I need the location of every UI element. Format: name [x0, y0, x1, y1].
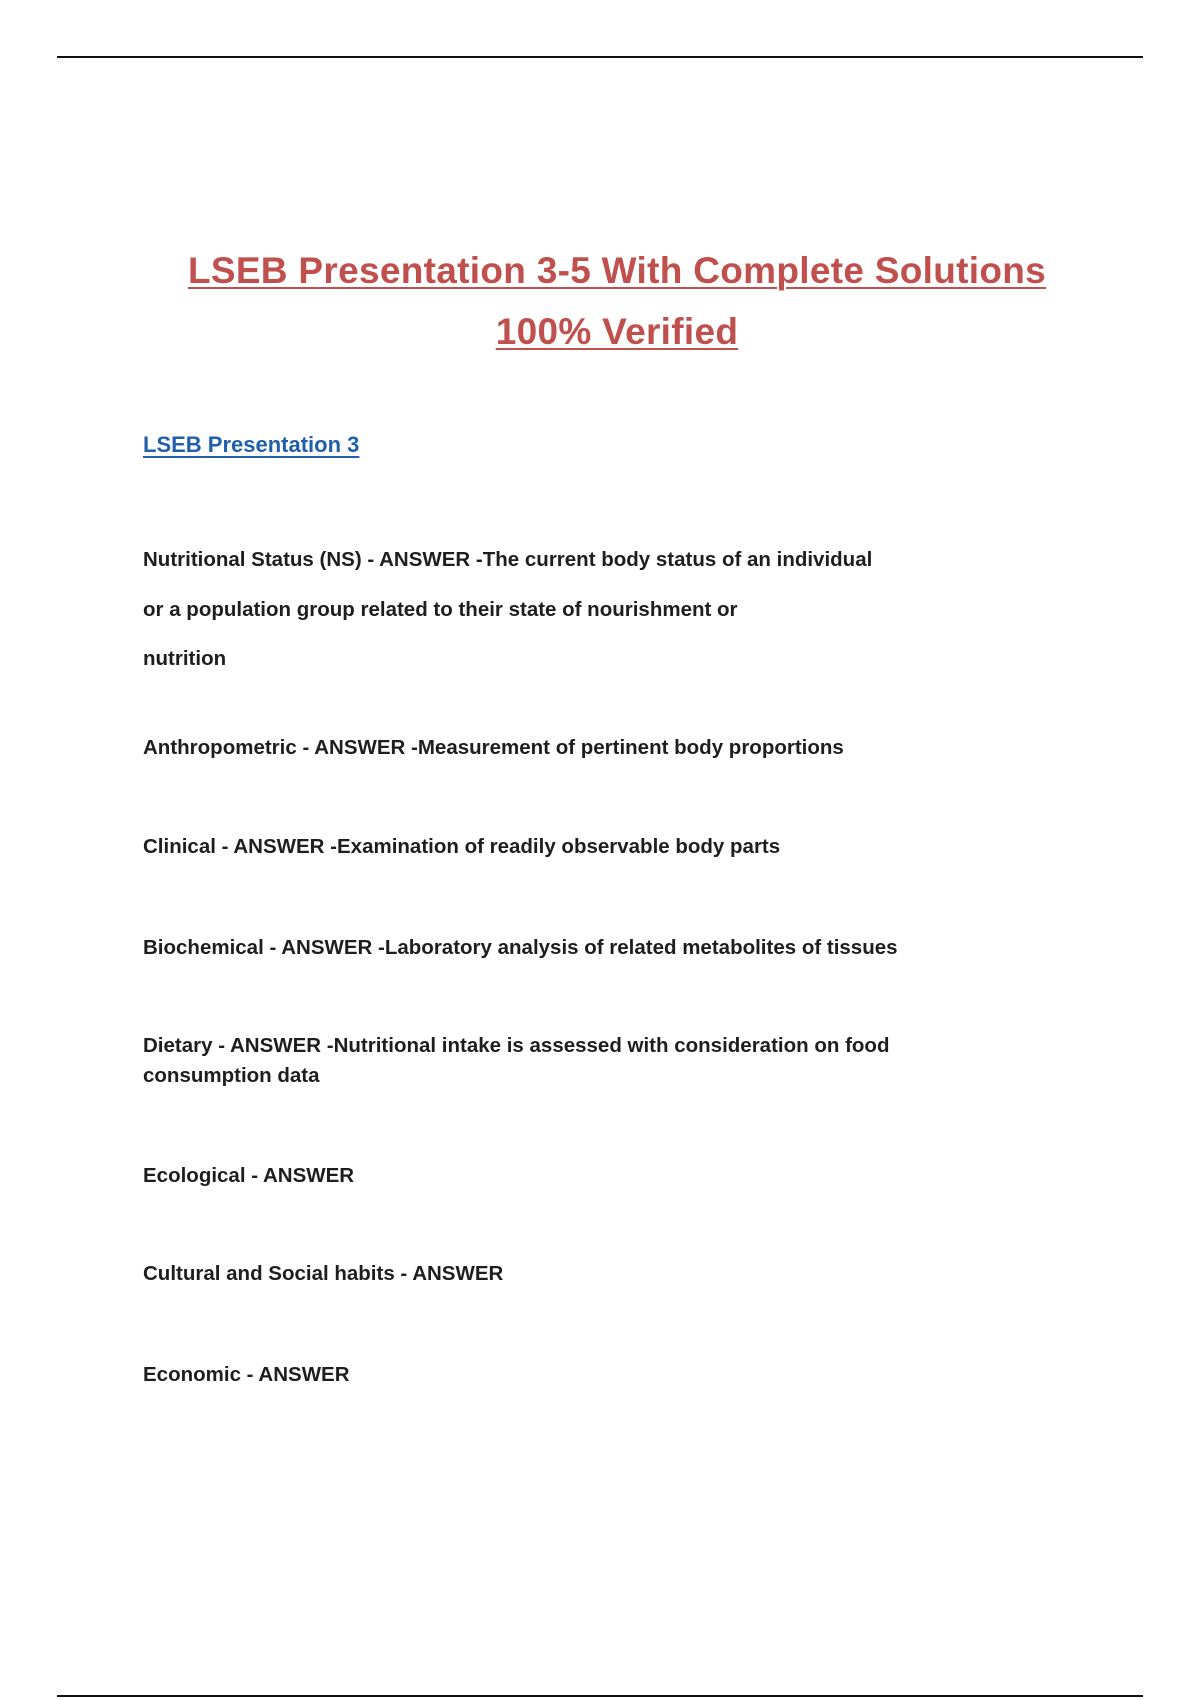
qa-entry-cultural-social: Cultural and Social habits - ANSWER — [143, 1262, 504, 1285]
document-title — [57, 240, 1177, 362]
qa-entry-economic: Economic - ANSWER — [143, 1363, 350, 1386]
section-heading: LSEB Presentation 3 — [143, 432, 360, 457]
title-line-2: 100% Verified — [495, 311, 739, 352]
qa-entry-ecological: Ecological - ANSWER — [143, 1164, 355, 1187]
qa-entry-dietary: Dietary - ANSWER -Nutritional intake is assessed with consideration on food consumption data — [143, 1034, 890, 1087]
qa-entry-nutritional-status — [143, 535, 963, 684]
qa-line: nutrition — [143, 647, 227, 670]
qa-entry-anthropometric: Anthropometric - ANSWER -Measurement of pertinent body proportions — [143, 736, 844, 759]
title-line-1: LSEB Presentation 3-5 With Complete Solutions — [187, 250, 1047, 291]
top-rule — [57, 56, 1143, 58]
qa-entry-clinical: Clinical - ANSWER -Examination of readily observable body parts — [143, 835, 781, 858]
qa-entry-biochemical: Biochemical - ANSWER -Laboratory analysis of related metabolites of tissues — [143, 936, 898, 959]
qa-line: or a population group related to their state of nourishment or — [143, 597, 738, 621]
bottom-rule — [57, 1695, 1143, 1697]
qa-line: Nutritional Status (NS) - ANSWER -The current body status of an individual — [143, 548, 873, 571]
